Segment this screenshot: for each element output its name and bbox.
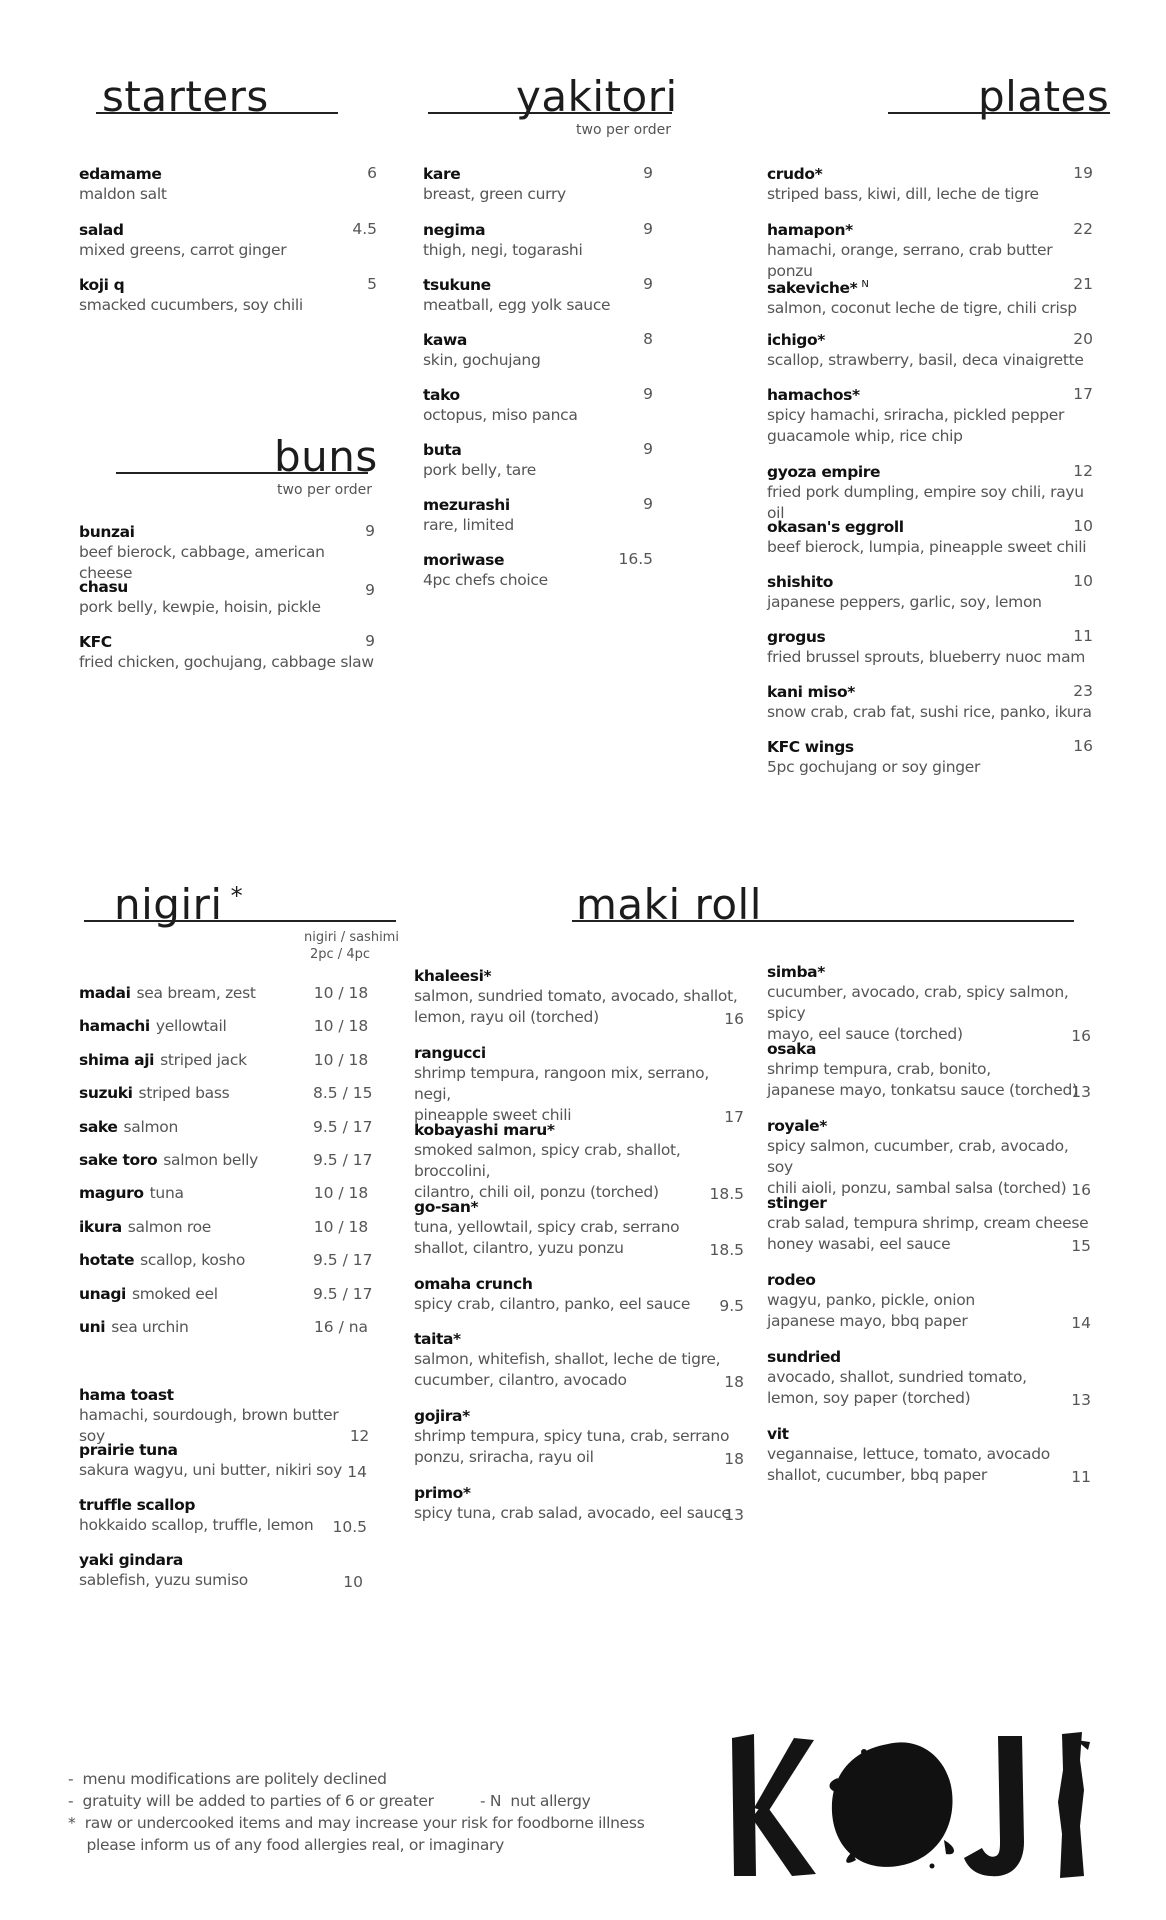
- starters-rule: [96, 112, 338, 114]
- maki-item: [767, 962, 1091, 1045]
- item-desc-line2: lemon, rayu oil (torched): [414, 1008, 599, 1026]
- item-price: 16.5: [618, 550, 653, 568]
- plates-item: [767, 682, 1093, 723]
- logo-letter-k: [732, 1734, 816, 1876]
- nigiri-price: 16 / na: [313, 1318, 369, 1336]
- item-desc: meatball, egg yolk sauce: [423, 296, 611, 314]
- buns-rule: [116, 472, 368, 474]
- item-desc: mixed greens, carrot ginger: [79, 241, 287, 259]
- nigiri-title: nigiri: [114, 880, 223, 929]
- item-name: gojira*: [414, 1407, 470, 1425]
- item-price: 9: [643, 220, 653, 238]
- specials-item: [79, 1440, 369, 1481]
- item-price: 9: [365, 581, 375, 599]
- item-price: 8: [643, 330, 653, 348]
- nigiri-name: sake toro: [79, 1151, 158, 1169]
- item-name: simba*: [767, 963, 825, 981]
- nigiri-name: hotate: [79, 1251, 135, 1269]
- item-name: mezurashi: [423, 496, 510, 514]
- maki-item: [414, 1329, 744, 1391]
- item-desc: vegannaise, lettuce, tomato, avocado: [767, 1445, 1050, 1463]
- item-desc-line2: japanese mayo, bbq paper: [767, 1312, 968, 1330]
- item-desc-line2: guacamole whip, rice chip: [767, 427, 963, 445]
- item-desc: pork belly, kewpie, hoisin, pickle: [79, 598, 321, 616]
- item-price: 9: [643, 275, 653, 293]
- plates-item: [767, 330, 1093, 371]
- item-name: ichigo*: [767, 331, 825, 349]
- nigiri-name: uni: [79, 1318, 106, 1336]
- item-desc: rare, limited: [423, 516, 514, 534]
- item-desc: salmon, whitefish, shallot, leche de tigre,: [414, 1350, 721, 1368]
- maki-item: [414, 1274, 744, 1315]
- item-name: taita*: [414, 1330, 461, 1348]
- item-desc: fried brussel sprouts, blueberry nuoc mam: [767, 648, 1086, 666]
- nigiri-name: maguro: [79, 1184, 144, 1202]
- plates-item: [767, 275, 1093, 319]
- item-name: omaha crunch: [414, 1275, 533, 1293]
- item-name: khaleesi*: [414, 967, 492, 985]
- item-name: stinger: [767, 1194, 827, 1212]
- item-desc: smacked cucumbers, soy chili: [79, 296, 303, 314]
- starters-item: [79, 220, 377, 261]
- specials-item: [79, 1495, 369, 1536]
- item-price: 9: [365, 632, 375, 650]
- koji-logo: [730, 1730, 1094, 1880]
- item-price: 23: [1073, 682, 1093, 700]
- item-desc-line2: cilantro, chili oil, ponzu (torched): [414, 1183, 659, 1201]
- item-price: 10: [1073, 517, 1093, 535]
- item-name: primo*: [414, 1484, 471, 1502]
- item-desc: japanese peppers, garlic, soy, lemon: [767, 593, 1042, 611]
- nigiri-name: shima aji: [79, 1051, 155, 1069]
- item-desc: fried pork dumpling, empire soy chili, rayu oil: [767, 483, 1084, 522]
- item-name: [767, 275, 1093, 298]
- footer-line: * raw or undercooked items and may increase your risk for foodborne illness: [68, 1814, 645, 1832]
- buns-item: [79, 522, 375, 584]
- yakitori-item: [423, 275, 653, 316]
- footer-notes: [68, 1768, 644, 1856]
- item-price: 22: [1073, 220, 1093, 238]
- plates-item: [767, 737, 1093, 778]
- item-price: 9: [643, 385, 653, 403]
- nigiri-price: 10 / 18: [313, 1218, 369, 1236]
- nigiri-name: sake: [79, 1118, 118, 1136]
- footer-line: - gratuity will be added to parties of 6 or greater - N nut allergy: [68, 1792, 591, 1810]
- nigiri-row: [79, 1218, 369, 1238]
- item-price: 10: [343, 1573, 363, 1591]
- nigiri-desc: smoked eel: [131, 1285, 218, 1303]
- item-price: 9: [643, 164, 653, 182]
- nigiri-name: hamachi: [79, 1017, 150, 1035]
- item-desc-line2: ponzu, sriracha, rayu oil: [414, 1448, 594, 1466]
- item-price: 18.5: [709, 1241, 744, 1259]
- item-desc-line2: japanese mayo, tonkatsu sauce (torched): [767, 1081, 1078, 1099]
- nigiri-star: *: [230, 882, 244, 910]
- starters-item: [79, 275, 377, 316]
- item-desc: salmon, sundried tomato, avocado, shallot,: [414, 987, 738, 1005]
- item-name: okasan's eggroll: [767, 518, 904, 536]
- nigiri-name: suzuki: [79, 1084, 133, 1102]
- item-desc: shrimp tempura, rangoon mix, serrano, negi,: [414, 1064, 709, 1103]
- nigiri-rule: [84, 920, 396, 922]
- item-desc: beef bierock, lumpia, pineapple sweet chili: [767, 538, 1087, 556]
- maki-item: [414, 1120, 744, 1203]
- item-desc: skin, gochujang: [423, 351, 541, 369]
- item-desc: maldon salt: [79, 185, 167, 203]
- logo-letter-i: [1058, 1732, 1090, 1878]
- yakitori-item: [423, 220, 653, 261]
- item-price: 14: [347, 1463, 367, 1481]
- item-price: 10.5: [332, 1518, 367, 1536]
- buns-item: [79, 577, 375, 618]
- buns-note: two per order: [277, 482, 372, 498]
- nigiri-price: 9.5 / 17: [313, 1151, 373, 1169]
- item-name: shishito: [767, 573, 834, 591]
- nigiri-desc: striped bass: [138, 1084, 230, 1102]
- item-price: 12: [1073, 462, 1093, 480]
- item-desc-line2: chili aioli, ponzu, sambal salsa (torched): [767, 1179, 1067, 1197]
- nigiri-desc: sea urchin: [111, 1318, 189, 1336]
- item-desc: tuna, yellowtail, spicy crab, serrano: [414, 1218, 680, 1236]
- nigiri-price: 9.5 / 17: [313, 1285, 373, 1303]
- item-desc: snow crab, crab fat, sushi rice, panko, ikura: [767, 703, 1092, 721]
- item-name: tako: [423, 386, 460, 404]
- item-name: royale*: [767, 1117, 827, 1135]
- nigiri-row: [79, 984, 369, 1004]
- item-price: 5: [367, 275, 377, 293]
- item-desc-line2: shallot, cilantro, yuzu ponzu: [414, 1239, 624, 1257]
- nigiri-row: [79, 1318, 369, 1338]
- item-name: grogus: [767, 628, 826, 646]
- item-price: 13: [1071, 1083, 1091, 1101]
- nigiri-price: 8.5 / 15: [313, 1084, 373, 1102]
- item-name: go-san*: [414, 1198, 479, 1216]
- yakitori-item: [423, 164, 653, 205]
- plates-rule: [888, 112, 1110, 114]
- nigiri-desc: sea bream, zest: [136, 984, 256, 1002]
- yakitori-rule: [428, 112, 672, 114]
- item-desc: 5pc gochujang or soy ginger: [767, 758, 981, 776]
- nigiri-note-pieces: 2pc / 4pc: [310, 947, 370, 962]
- nigiri-desc: salmon roe: [127, 1218, 212, 1236]
- item-price: 16: [724, 1010, 744, 1028]
- item-price: 17: [724, 1108, 744, 1126]
- item-name: rodeo: [767, 1271, 816, 1289]
- item-desc-line2: mayo, eel sauce (torched): [767, 1025, 963, 1043]
- item-price: 17: [1073, 385, 1093, 403]
- item-desc: smoked salmon, spicy crab, shallot, broccolini,: [414, 1141, 681, 1180]
- item-desc: spicy hamachi, sriracha, pickled pepper: [767, 406, 1065, 424]
- item-price: 15: [1071, 1237, 1091, 1255]
- yakitori-item: [423, 385, 653, 426]
- item-desc: spicy tuna, crab salad, avocado, eel sauce: [414, 1504, 731, 1522]
- nigiri-row: [79, 1084, 373, 1104]
- item-name: KFC wings: [767, 738, 854, 756]
- item-name: vit: [767, 1425, 789, 1443]
- item-price: 10: [1073, 572, 1093, 590]
- item-name: kobayashi maru*: [414, 1121, 555, 1139]
- nigiri-desc: tuna: [149, 1184, 184, 1202]
- plates-item: [767, 385, 1093, 447]
- maki-item: [414, 1406, 744, 1468]
- item-price: 11: [1071, 1468, 1091, 1486]
- item-desc: sablefish, yuzu sumiso: [79, 1571, 248, 1589]
- logo-letter-j: [964, 1736, 1024, 1876]
- item-name: rangucci: [414, 1044, 486, 1062]
- plates-item: [767, 517, 1093, 558]
- item-price: 9.5: [719, 1297, 744, 1315]
- buns-item: [79, 632, 375, 673]
- plates-heading: plates: [978, 72, 1110, 121]
- nigiri-price: 10 / 18: [313, 984, 369, 1002]
- specials-item: [79, 1385, 369, 1447]
- item-name: KFC: [79, 633, 112, 651]
- item-desc: 4pc chefs choice: [423, 571, 548, 589]
- item-desc: pork belly, tare: [423, 461, 536, 479]
- item-name: hama toast: [79, 1386, 174, 1404]
- nigiri-name: unagi: [79, 1285, 126, 1303]
- nigiri-price: 9.5 / 17: [313, 1118, 373, 1136]
- item-name: chasu: [79, 578, 128, 596]
- item-price: 16: [1073, 737, 1093, 755]
- yakitori-item: [423, 330, 653, 371]
- item-price: 18: [724, 1450, 744, 1468]
- yakitori-heading: yakitori: [516, 72, 678, 121]
- maki-item: [767, 1116, 1091, 1199]
- item-name: negima: [423, 221, 486, 239]
- nigiri-name: madai: [79, 984, 131, 1002]
- item-desc-line2: honey wasabi, eel sauce: [767, 1235, 951, 1253]
- item-name: kani miso*: [767, 683, 855, 701]
- logo-letter-o: [830, 1742, 955, 1868]
- maki-item: [767, 1347, 1091, 1409]
- maki-item: [414, 1483, 744, 1524]
- item-desc: wagyu, panko, pickle, onion: [767, 1291, 975, 1309]
- maki-rule: [572, 920, 1074, 922]
- item-name: gyoza empire: [767, 463, 881, 481]
- nigiri-row: [79, 1051, 369, 1071]
- nigiri-price: 10 / 18: [313, 1051, 369, 1069]
- item-desc: breast, green curry: [423, 185, 566, 203]
- item-name: hamapon*: [767, 221, 853, 239]
- nigiri-desc: striped jack: [160, 1051, 247, 1069]
- footer-line: please inform us of any food allergies real, or imaginary: [68, 1836, 504, 1854]
- item-name: prairie tuna: [79, 1441, 178, 1459]
- item-name: sundried: [767, 1348, 841, 1366]
- nigiri-price: 9.5 / 17: [313, 1251, 373, 1269]
- specials-item: [79, 1550, 369, 1591]
- item-price: 13: [724, 1506, 744, 1524]
- item-name: bunzai: [79, 523, 135, 541]
- item-desc: crab salad, tempura shrimp, cream cheese: [767, 1214, 1089, 1232]
- item-desc: thigh, negi, togarashi: [423, 241, 583, 259]
- item-desc: shrimp tempura, crab, bonito,: [767, 1060, 991, 1078]
- nigiri-desc: salmon: [123, 1118, 178, 1136]
- nigiri-row: [79, 1184, 369, 1204]
- item-desc: shrimp tempura, spicy tuna, crab, serrano: [414, 1427, 730, 1445]
- maki-item: [767, 1039, 1091, 1101]
- nigiri-row: [79, 1151, 373, 1171]
- item-name: crudo*: [767, 165, 823, 183]
- item-price: 9: [643, 495, 653, 513]
- item-desc: beef bierock, cabbage, american cheese: [79, 543, 325, 582]
- item-price: 21: [1073, 275, 1093, 293]
- nigiri-price: 10 / 18: [313, 1017, 369, 1035]
- nigiri-desc: yellowtail: [155, 1017, 227, 1035]
- buns-heading: buns: [274, 432, 378, 481]
- item-name: moriwase: [423, 551, 505, 569]
- item-desc: hamachi, orange, serrano, crab butter ponzu: [767, 241, 1053, 280]
- plates-item: [767, 220, 1093, 282]
- yakitori-item: [423, 550, 653, 591]
- yakitori-item: [423, 440, 653, 481]
- item-price: 13: [1071, 1391, 1091, 1409]
- item-price: 12: [349, 1427, 369, 1445]
- nigiri-row: [79, 1017, 369, 1037]
- item-desc-line2: cucumber, cilantro, avocado: [414, 1371, 627, 1389]
- item-name-text: sakeviche*: [767, 279, 858, 298]
- plates-item: [767, 164, 1093, 205]
- item-name: tsukune: [423, 276, 491, 294]
- plates-item: [767, 627, 1093, 668]
- item-name: hamachos*: [767, 386, 860, 404]
- item-desc-line2: shallot, cucumber, bbq paper: [767, 1466, 987, 1484]
- maki-item: [414, 966, 744, 1028]
- item-price: 20: [1073, 330, 1093, 348]
- item-price: 16: [1071, 1027, 1091, 1045]
- item-desc: avocado, shallot, sundried tomato,: [767, 1368, 1027, 1386]
- maki-item: [767, 1424, 1091, 1486]
- maki-heading: maki roll: [576, 880, 762, 929]
- plates-item: [767, 462, 1093, 524]
- nut-allergy-marker: N: [861, 279, 869, 290]
- nigiri-row: [79, 1118, 373, 1138]
- item-price: 16: [1071, 1181, 1091, 1199]
- item-name: salad: [79, 221, 124, 239]
- plates-item: [767, 572, 1093, 613]
- maki-item: [414, 1197, 744, 1259]
- item-desc: fried chicken, gochujang, cabbage slaw: [79, 653, 374, 671]
- item-desc-line2: pineapple sweet chili: [414, 1106, 572, 1124]
- starters-heading: starters: [102, 72, 269, 121]
- item-price: 4.5: [352, 220, 377, 238]
- nigiri-name: ikura: [79, 1218, 122, 1236]
- maki-item: [414, 1043, 744, 1126]
- item-name: osaka: [767, 1040, 817, 1058]
- item-desc: sakura wagyu, uni butter, nikiri soy: [79, 1461, 342, 1479]
- maki-item: [767, 1270, 1091, 1332]
- item-price: 19: [1073, 164, 1093, 182]
- item-desc: hokkaido scallop, truffle, lemon: [79, 1516, 314, 1534]
- item-desc: cucumber, avocado, crab, spicy salmon, spicy: [767, 983, 1069, 1022]
- maki-item: [767, 1193, 1091, 1255]
- item-desc: salmon, coconut leche de tigre, chili crisp: [767, 299, 1077, 318]
- item-name: edamame: [79, 165, 162, 183]
- item-desc-text: hamachi, sourdough, brown butter soy: [79, 1406, 339, 1445]
- item-name: buta: [423, 441, 462, 459]
- item-name: yaki gindara: [79, 1551, 183, 1569]
- nigiri-desc: salmon belly: [163, 1151, 259, 1169]
- item-name: truffle scallop: [79, 1496, 196, 1514]
- nigiri-note-header: nigiri / sashimi: [304, 930, 399, 945]
- item-desc: octopus, miso panca: [423, 406, 578, 424]
- item-name: kare: [423, 165, 461, 183]
- item-price: 11: [1073, 627, 1093, 645]
- nigiri-desc: scallop, kosho: [140, 1251, 246, 1269]
- item-desc: spicy salmon, cucumber, crab, avocado, soy: [767, 1137, 1069, 1176]
- item-name: kawa: [423, 331, 467, 349]
- item-price: 18: [724, 1373, 744, 1391]
- item-price: 6: [367, 164, 377, 182]
- item-desc: spicy crab, cilantro, panko, eel sauce: [414, 1295, 691, 1313]
- item-price: 14: [1071, 1314, 1091, 1332]
- nigiri-row: [79, 1285, 373, 1305]
- footer-line: - menu modifications are politely declined: [68, 1770, 387, 1788]
- item-desc: striped bass, kiwi, dill, leche de tigre: [767, 185, 1039, 203]
- item-desc: scallop, strawberry, basil, deca vinaigrette: [767, 351, 1084, 369]
- item-price: 9: [643, 440, 653, 458]
- item-price: 18.5: [709, 1185, 744, 1203]
- nigiri-row: [79, 1251, 373, 1271]
- item-price: 9: [365, 522, 375, 540]
- item-desc-line2: lemon, soy paper (torched): [767, 1389, 971, 1407]
- item-name: koji q: [79, 276, 125, 294]
- yakitori-note: two per order: [576, 122, 671, 138]
- nigiri-price: 10 / 18: [313, 1184, 369, 1202]
- starters-item: [79, 164, 377, 205]
- yakitori-item: [423, 495, 653, 536]
